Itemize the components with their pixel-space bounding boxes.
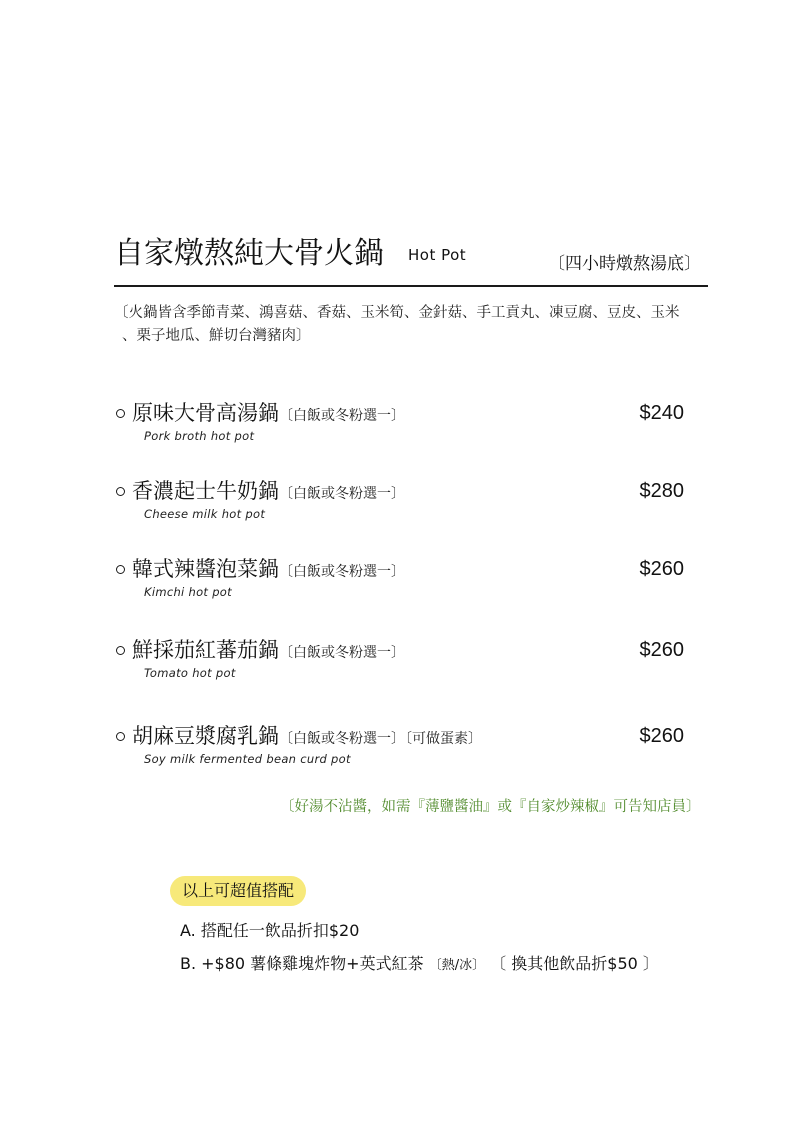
ingredients-note — [114, 302, 694, 348]
item-option: 〔白飯或冬粉選一〕 — [279, 564, 405, 580]
menu-item-name-en: Tomato hot pot — [144, 666, 236, 680]
item-option: 〔白飯或冬粉選一〕 — [279, 731, 405, 747]
item-extra-option: 〔可做蛋素〕 — [405, 731, 482, 747]
item-name-text: 原味大骨高湯鍋 — [132, 401, 279, 425]
item-option: 〔白飯或冬粉選一〕 — [279, 408, 405, 424]
combo-option-b — [180, 951, 659, 974]
menu-item-name — [132, 636, 405, 667]
combo-badge: 以上可超值搭配 — [170, 876, 306, 906]
combo-option-a: A. 搭配任一飲品折扣$20 — [180, 921, 360, 940]
item-option: 〔白飯或冬粉選一〕 — [279, 486, 405, 502]
menu-item-name — [132, 555, 405, 586]
bullet-icon — [116, 646, 125, 655]
ingredients-line-2: 、栗子地瓜、鮮切台灣豬肉〕 — [122, 328, 311, 344]
menu-item-price: $260 — [639, 639, 684, 661]
combo-option-b-swap: 〔 換其他飲品折$50 〕 — [490, 954, 659, 973]
menu-item-price: $240 — [639, 402, 684, 424]
bullet-icon — [116, 409, 125, 418]
bullet-icon — [116, 565, 125, 574]
bullet-icon — [116, 732, 125, 741]
combo-option-b-main: B. +$80 薯條雞塊炸物+英式紅茶 — [180, 954, 424, 973]
page-title-en: Hot Pot — [408, 246, 467, 264]
item-option: 〔白飯或冬粉選一〕 — [279, 645, 405, 661]
broth-note: 〔四小時燉熬湯底〕 — [548, 254, 701, 274]
menu-item-name — [132, 399, 405, 430]
menu-item-name-en: Pork broth hot pot — [144, 429, 255, 443]
bullet-icon — [116, 487, 125, 496]
menu-item-name — [132, 477, 405, 508]
menu-item-price: $260 — [639, 725, 684, 747]
ingredients-line-1: 〔火鍋皆含季節青菜、鴻喜菇、香菇、玉米筍、金針菇、手工貢丸、凍豆腐、豆皮、玉米 — [114, 305, 680, 321]
combo-option-b-temp: 〔熱/冰〕 — [428, 958, 486, 973]
menu-item-name-en: Kimchi hot pot — [144, 585, 232, 599]
menu-item-name-en: Cheese milk hot pot — [144, 507, 266, 521]
page-title: 自家燉熬純大骨火鍋 — [114, 236, 384, 271]
sauce-note: 〔好湯不沾醬，如需『薄鹽醬油』或『自家炒辣椒』可告知店員〕 — [280, 799, 701, 815]
item-name-text: 韓式辣醬泡菜鍋 — [132, 557, 279, 581]
item-name-text: 香濃起士牛奶鍋 — [132, 479, 279, 503]
item-name-text: 胡麻豆漿腐乳鍋 — [132, 724, 279, 748]
menu-item-price: $260 — [639, 558, 684, 580]
header-divider — [114, 285, 708, 287]
menu-item-price: $280 — [639, 480, 684, 502]
menu-item-name-en: Soy milk fermented bean curd pot — [144, 752, 351, 766]
menu-item-name — [132, 722, 482, 753]
item-name-text: 鮮採茄紅蕃茄鍋 — [132, 638, 279, 662]
